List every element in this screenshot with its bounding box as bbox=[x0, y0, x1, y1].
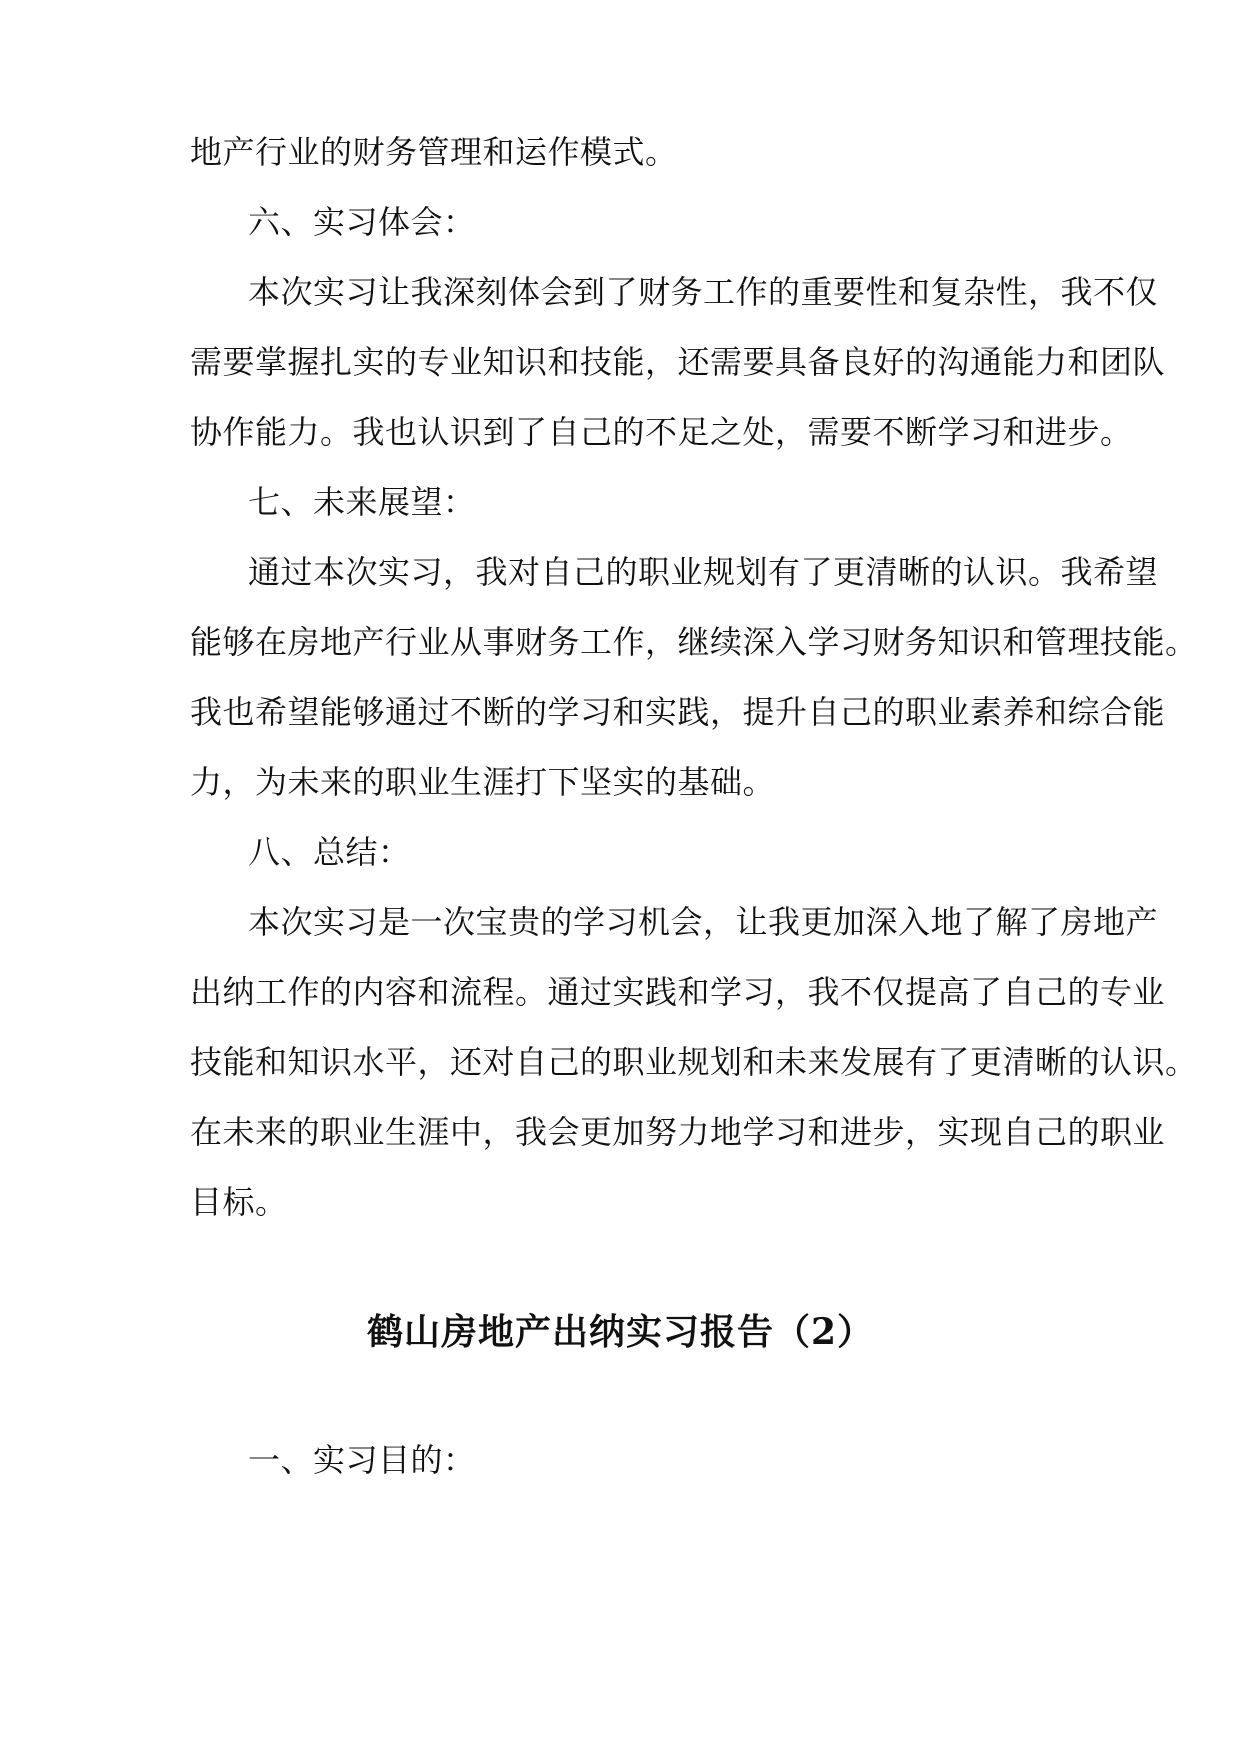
paragraph-line: 目标。 bbox=[190, 1183, 288, 1221]
section-heading-outlook: 七、未来展望： bbox=[248, 483, 476, 521]
paragraph-line: 在未来的职业生涯中，我会更加努力地学习和进步，实现自己的职业 bbox=[190, 1113, 1166, 1151]
section-heading-summary: 八、总结： bbox=[248, 833, 411, 871]
paragraph-line: 力，为未来的职业生涯打下坚实的基础。 bbox=[190, 763, 776, 801]
paragraph-line: 本次实习是一次宝贵的学习机会，让我更加深入地了解了房地产 bbox=[248, 903, 1159, 941]
section-heading-purpose: 一、实习目的： bbox=[248, 1441, 476, 1479]
paragraph-line: 技能和知识水平，还对自己的职业规划和未来发展有了更清晰的认识。 bbox=[190, 1043, 1198, 1081]
paragraph-line: 协作能力。我也认识到了自己的不足之处，需要不断学习和进步。 bbox=[190, 413, 1133, 451]
section-heading-experience: 六、实习体会： bbox=[248, 203, 476, 241]
paragraph-line: 能够在房地产行业从事财务工作，继续深入学习财务知识和管理技能。 bbox=[190, 623, 1198, 661]
paragraph-line: 需要掌握扎实的专业知识和技能，还需要具备良好的沟通能力和团队 bbox=[190, 343, 1166, 381]
paragraph-line: 通过本次实习，我对自己的职业规划有了更清晰的认识。我希望 bbox=[248, 553, 1159, 591]
paragraph-line: 地产行业的财务管理和运作模式。 bbox=[190, 133, 678, 171]
report-title: 鹤山房地产出纳实习报告（2） bbox=[366, 1311, 875, 1353]
paragraph-line: 出纳工作的内容和流程。通过实践和学习，我不仅提高了自己的专业 bbox=[190, 973, 1166, 1011]
paragraph-line: 我也希望能够通过不断的学习和实践，提升自己的职业素养和综合能 bbox=[190, 693, 1166, 731]
paragraph-line: 本次实习让我深刻体会到了财务工作的重要性和复杂性，我不仅 bbox=[248, 273, 1159, 311]
